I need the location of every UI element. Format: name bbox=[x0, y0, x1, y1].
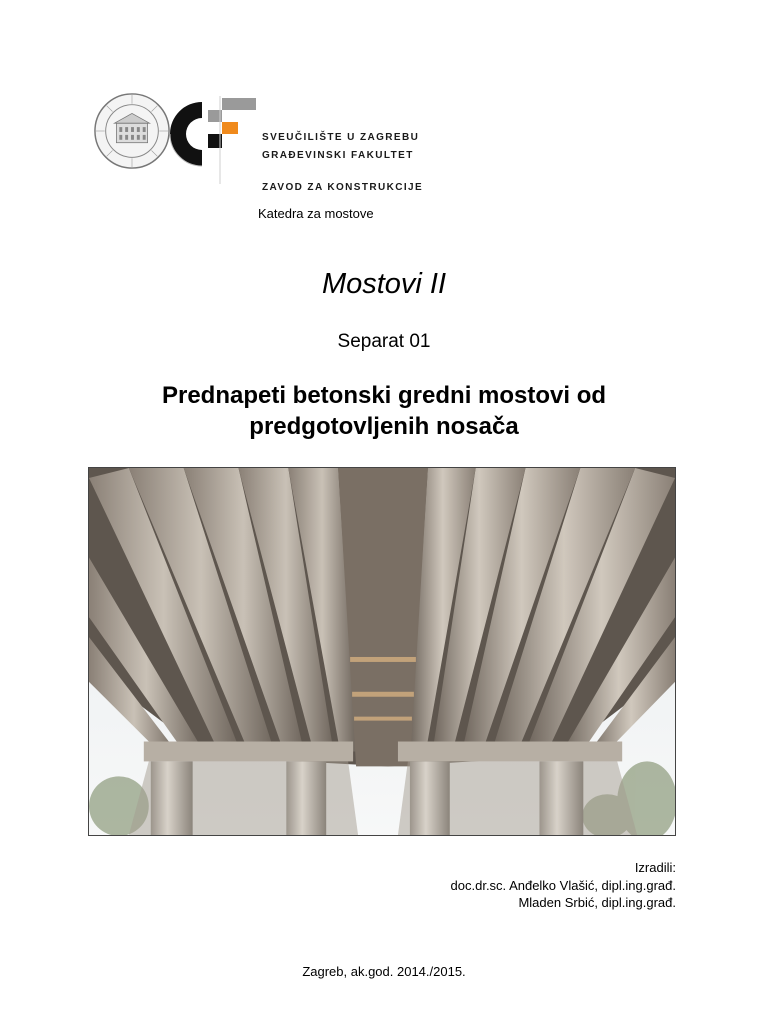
author-1: doc.dr.sc. Anđelko Vlašić, dipl.ing.građ. bbox=[450, 878, 676, 893]
chair-name: Katedra za mostove bbox=[258, 206, 374, 221]
department-name: ZAVOD ZA KONSTRUKCIJE bbox=[262, 182, 424, 193]
author-2: Mladen Srbić, dipl.ing.građ. bbox=[518, 895, 676, 910]
place-and-date: Zagreb, ak.god. 2014./2015. bbox=[302, 964, 466, 979]
course-title: Mostovi II bbox=[321, 268, 447, 300]
faculty-name: GRAĐEVINSKI FAKULTET bbox=[262, 150, 414, 161]
separat-number: Separat 01 bbox=[337, 331, 431, 352]
bridge-underside-photo bbox=[88, 467, 676, 836]
document-title: Prednapeti betonski gredni mostovi od predgotovljenih nosača bbox=[161, 382, 607, 440]
authors-label: Izradili: bbox=[634, 860, 676, 875]
university-name: SVEUČILIŠTE U ZAGREBU bbox=[262, 132, 420, 143]
university-seal-icon bbox=[93, 92, 171, 170]
